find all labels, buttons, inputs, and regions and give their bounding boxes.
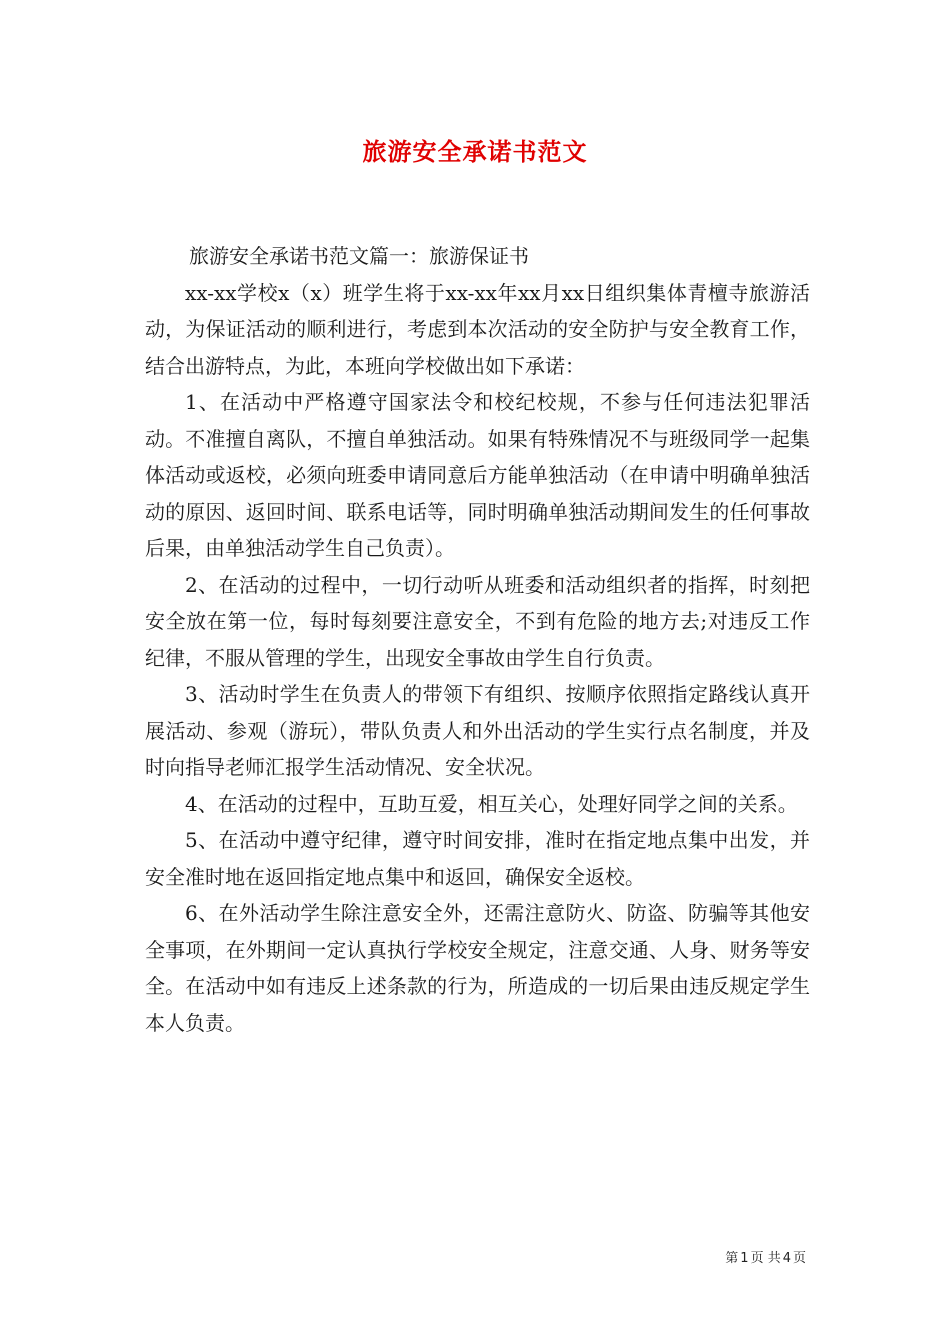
intro-paragraph: xx-xx学校x（x）班学生将于xx-xx年xx月xx日组织集体青檀寺旅游活动，为保证活动的顺利进行，考虑到本次活动的安全防护与安全教育工作，结合出游特点，为此，本班向学校做出如下承诺： — [145, 280, 810, 378]
clause-paragraph-1: 1、在活动中严格遵守国家法令和校纪校规，不参与任何违法犯罪活动。不准擅自离队，不擅自单独活动。如果有特殊情况不与班级同学一起集体活动或返校，必须向班委申请同意后方能单独活动（在申请中明确单独活动的原因、返回时间、联系电话等，同时明确单独活动期间发生的任何事故后果，由单独活动学生自己负责）。 — [145, 390, 810, 560]
page-label-suffix: 页 — [792, 1251, 806, 1266]
section-subheading: 旅游安全承诺书范文篇一：旅游保证书 — [189, 244, 529, 268]
document-body — [145, 238, 810, 1041]
page-label-prefix: 第 — [725, 1251, 739, 1266]
document-title: 旅游安全承诺书范文 — [362, 137, 588, 166]
page-label-middle: 页 共 — [750, 1251, 781, 1266]
page-current: 1 — [740, 1251, 749, 1266]
page-number-footer — [724, 1247, 807, 1266]
clause-paragraph-2: 2、在活动的过程中，一切行动听从班委和活动组织者的指挥，时刻把安全放在第一位，每时每刻要注意安全，不到有危险的地方去;对违反工作纪律，不服从管理的学生，出现安全事故由学生自行负责。 — [145, 572, 810, 670]
clause-paragraph-6: 6、在外活动学生除注意安全外，还需注意防火、防盗、防骗等其他安全事项，在外期间一定认真执行学校安全规定，注意交通、人身、财务等安全。在活动中如有违反上述条款的行为，所造成的一切后果由违反规定学生本人负责。 — [145, 901, 810, 1035]
clause-paragraph-3: 3、活动时学生在负责人的带领下有组织、按顺序依照指定路线认真开展活动、参观（游玩），带队负责人和外出活动的学生实行点名制度，并及时向指导老师汇报学生活动情况、安全状况。 — [145, 682, 810, 779]
clause-paragraph-4: 4、在活动的过程中，互助互爱，相互关心，处理好同学之间的关系。 — [185, 791, 798, 816]
clause-paragraph-5: 5、在活动中遵守纪律，遵守时间安排，准时在指定地点集中出发，并安全准时地在返回指定地点集中和返回，确保安全返校。 — [145, 828, 810, 889]
page-total: 4 — [782, 1251, 791, 1266]
